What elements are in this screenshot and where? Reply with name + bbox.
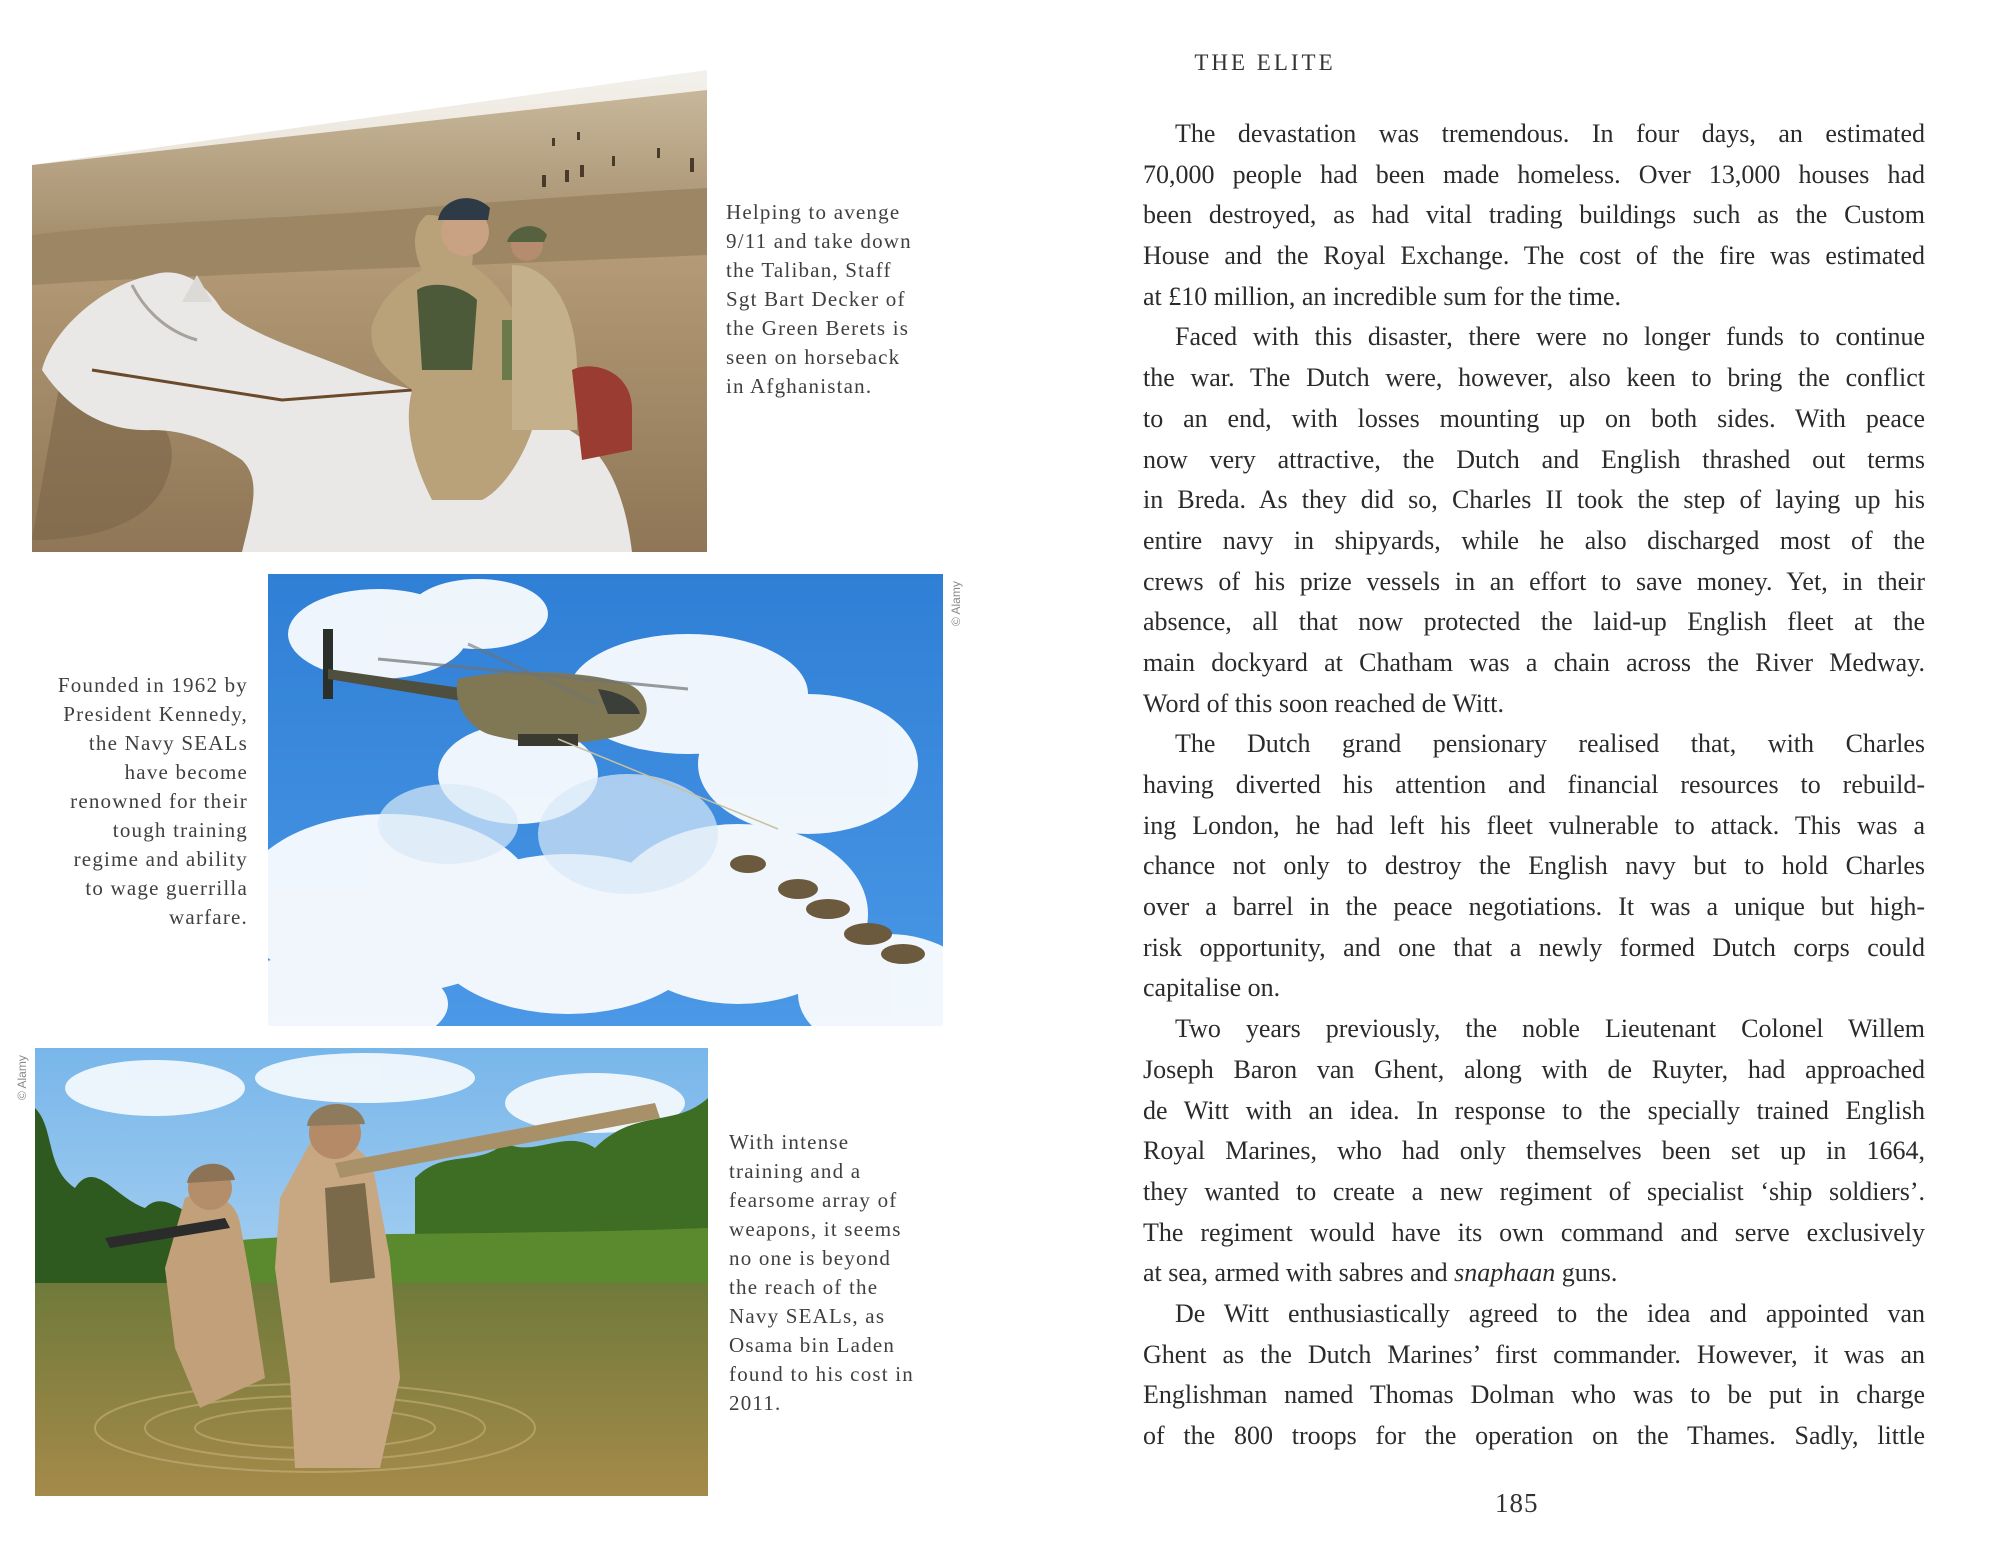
caption-line: Osama bin Laden	[729, 1333, 896, 1357]
text-line: they wanted to create a new regiment of specialist ‘ship soldiers’.	[1143, 1176, 1925, 1206]
text-run: at sea, armed with sabres and	[1143, 1258, 1448, 1288]
photo-helicopter-seals	[268, 574, 943, 1026]
text-line: The devastation was tremendous. In four days, an estimated	[1175, 119, 1925, 148]
text-line: over a barrel in the peace negotiations. It was a unique but high-	[1143, 892, 1925, 922]
text-line: entire navy in shipyards, while he also discharged most of the	[1143, 525, 1925, 555]
caption-line: 9/11 and take down	[726, 229, 912, 253]
italic-term: snaphaan	[1454, 1258, 1556, 1288]
right-page	[1000, 0, 2000, 1565]
text-run: guns.	[1561, 1258, 1618, 1288]
text-line: been destroyed, as had vital trading buildings such as the Custom	[1143, 200, 1925, 230]
caption-line: to wage guerrilla	[85, 876, 248, 900]
text-line: 70,000 people had been made homeless. Over 13,000 houses had	[1143, 159, 1925, 189]
caption-line: found to his cost in	[729, 1362, 914, 1386]
text-line: Ghent as the Dutch Marines’ first commander. However, it was an	[1143, 1339, 1925, 1369]
caption-line: no one is beyond	[729, 1246, 892, 1270]
caption-line: With intense	[729, 1130, 850, 1154]
caption-horseback	[726, 198, 946, 401]
running-head: THE ELITE	[1194, 50, 1336, 75]
text-line: Word of this soon reached de Witt.	[1143, 688, 1505, 718]
caption-seals	[20, 671, 248, 932]
caption-line: have become	[124, 760, 248, 784]
horseback-illustration	[32, 70, 707, 552]
text-line: chance not only to destroy the English navy but to hold Charles	[1143, 851, 1925, 881]
text-line: The regiment would have its own command and serve exclusively	[1143, 1217, 1925, 1247]
caption-wading	[729, 1128, 949, 1418]
text-line: absence, all that now protected the laid-up English fleet at the	[1143, 607, 1925, 637]
page-number: 185	[1495, 1488, 1539, 1518]
text-line: of the 800 troops for the operation on the Thames. Sadly, little	[1143, 1421, 1925, 1450]
caption-line: Founded in 1962 by	[57, 673, 248, 697]
text-line: the war. The Dutch were, however, also keen to bring the conflict	[1143, 363, 1925, 393]
text-line: capitalise on.	[1143, 973, 1281, 1003]
caption-line: in Afghanistan.	[726, 374, 873, 398]
text-line: Joseph Baron van Ghent, along with de Ruyter, had approached	[1143, 1054, 1925, 1084]
caption-line: regime and ability	[73, 847, 248, 871]
body-text	[1143, 114, 1925, 1457]
caption-line: Helping to avenge	[726, 200, 901, 224]
text-line: House and the Royal Exchange. The cost of the fire was estimated	[1143, 241, 1925, 271]
caption-line: fearsome array of	[729, 1188, 898, 1212]
caption-line: warfare.	[169, 905, 248, 929]
text-line: Faced with this disaster, there were no longer funds to continue	[1175, 322, 1925, 352]
text-line: risk opportunity, and one that a newly formed Dutch corps could	[1143, 932, 1925, 962]
text-line: now very attractive, the Dutch and English thrashed out terms	[1143, 444, 1925, 474]
text-line: to an end, with losses mounting up on both sides. With peace	[1143, 403, 1925, 433]
text-line: De Witt enthusiastically agreed to the idea and appointed van	[1175, 1298, 1925, 1328]
wading-illustration	[35, 1048, 708, 1496]
text-line: Royal Marines, who had only themselves been set up in 1664,	[1143, 1136, 1925, 1166]
helicopter-illustration	[268, 574, 943, 1026]
photo-wading-soldiers	[35, 1048, 708, 1496]
photo-credit: © Alamy	[15, 1055, 29, 1100]
caption-line: seen on horseback	[726, 345, 901, 369]
caption-line: Sgt Bart Decker of	[726, 287, 906, 311]
caption-line: the reach of the	[729, 1275, 879, 1299]
text-line: Two years previously, the noble Lieutenant Colonel Willem	[1175, 1014, 1925, 1044]
text-line: The Dutch grand pensionary realised that, with Charles	[1175, 729, 1925, 759]
caption-line: the Navy SEALs	[88, 731, 248, 755]
caption-line: the Taliban, Staff	[726, 258, 892, 282]
caption-line: renowned for their	[70, 789, 248, 813]
caption-line: tough training	[112, 818, 248, 842]
text-line: crews of his prize vessels in an effort to save money. Yet, in their	[1143, 566, 1925, 596]
text-line: at £10 million, an incredible sum for the time.	[1143, 281, 1622, 311]
text-line	[1143, 1253, 1925, 1294]
caption-line: the Green Berets is	[726, 316, 910, 340]
caption-line: President Kennedy,	[63, 702, 248, 726]
caption-line: training and a	[729, 1159, 862, 1183]
photo-credit: © Alamy	[949, 581, 963, 626]
text-line: ing London, he had left his fleet vulnerable to attack. This was a	[1143, 810, 1925, 840]
photo-horseback-soldier	[32, 70, 707, 552]
caption-line: weapons, it seems	[729, 1217, 902, 1241]
caption-line: 2011.	[729, 1391, 782, 1415]
caption-line: Navy SEALs, as	[729, 1304, 886, 1328]
text-line: having diverted his attention and financial resources to rebuild-	[1143, 770, 1925, 799]
text-line: in Breda. As they did so, Charles II took the step of laying up his	[1143, 485, 1925, 515]
text-line: de Witt with an idea. In response to the specially trained English	[1143, 1095, 1925, 1125]
text-line: Englishman named Thomas Dolman who was to be put in charge	[1143, 1380, 1925, 1410]
text-line: main dockyard at Chatham was a chain across the River Medway.	[1143, 647, 1925, 677]
